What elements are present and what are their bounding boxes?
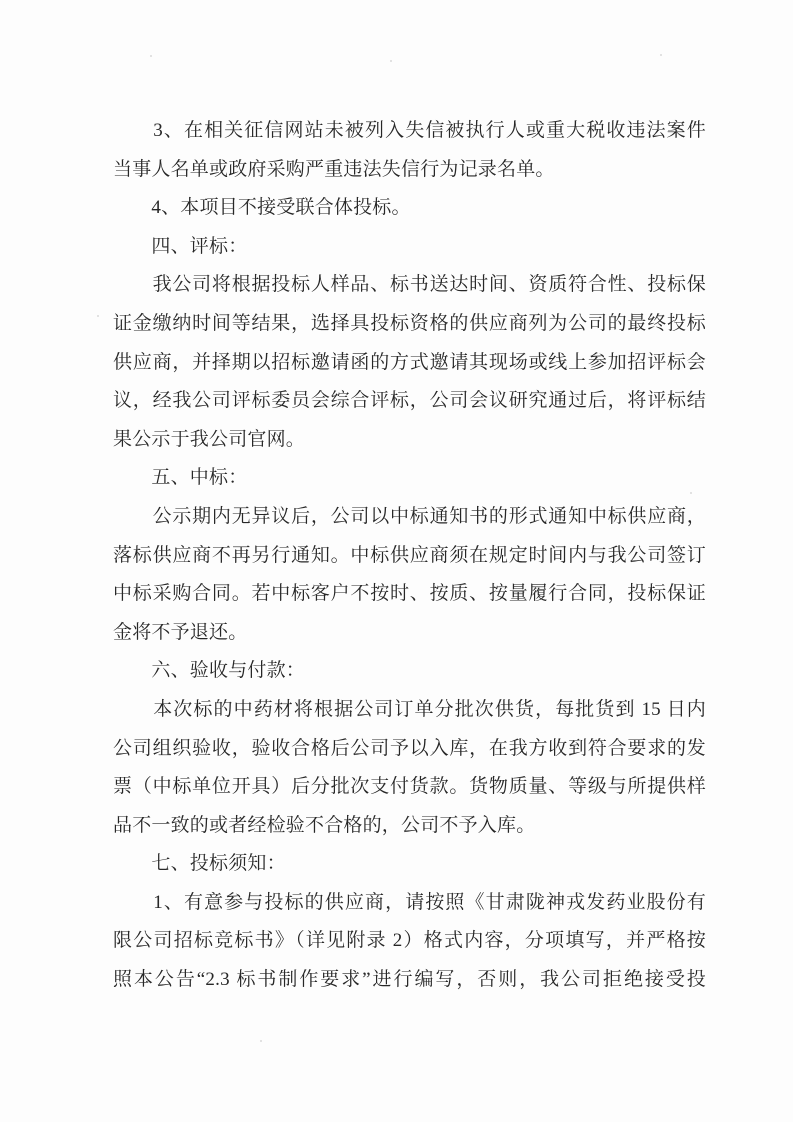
text-line: 证金缴纳时间等结果，选择具投标资格的供应商列为公司的最终投标	[113, 312, 706, 334]
text-line: 我公司将根据投标人样品、标书送达时间、资质符合性、投标保	[113, 274, 706, 296]
text-line: 金将不予退还。	[113, 621, 248, 643]
scan-speck	[390, 60, 392, 62]
text-line: 公示期内无异议后，公司以中标通知书的形式通知中标供应商，	[113, 505, 706, 527]
scan-speck	[97, 315, 99, 317]
text-line: 落标供应商不再另行通知。中标供应商须在规定时间内与我公司签订	[113, 544, 706, 566]
text-line: 限公司招标竞标书》（详见附录 2）格式内容，分项填写，并严格按	[113, 930, 706, 952]
text-line: 照本公告“2.3 标书制作要求”进行编写，否则，我公司拒绝接受投	[113, 969, 706, 991]
text-line: 品不一致的或者经检验不合格的，公司不予入库。	[113, 814, 536, 836]
scan-speck	[260, 1040, 262, 1042]
text-line: 供应商，并择期以招标邀请函的方式邀请其现场或线上参加招评标会	[113, 351, 706, 373]
section-heading: 四、评标：	[113, 235, 248, 257]
text-line: 本次标的中药材将根据公司订单分批次供货，每批货到 15 日内	[113, 698, 706, 720]
text-line: 果公示于我公司官网。	[113, 428, 306, 450]
text-line: 1、有意参与投标的供应商，请按照《甘肃陇神戎发药业股份有	[113, 891, 706, 913]
section-heading: 七、投标须知：	[113, 853, 286, 875]
text-line: 公司组织验收，验收合格后公司予以入库，在我方收到符合要求的发	[113, 737, 706, 759]
text-line: 票（中标单位开具）后分批次支付货款。货物质量、等级与所提供样	[113, 776, 706, 798]
text-line: 中标采购合同。若中标客户不按时、按质、按量履行合同，投标保证	[113, 583, 706, 605]
scan-speck	[150, 55, 152, 57]
text-line: 议，经我公司评标委员会综合评标，公司会议研究通过后，将评标结	[113, 390, 706, 412]
section-heading: 五、中标：	[113, 467, 248, 489]
text-line: 4、本项目不接受联合体投标。	[113, 197, 411, 219]
text-line: 当事人名单或政府采购严重违法失信行为记录名单。	[113, 158, 555, 180]
scan-speck	[660, 54, 662, 56]
text-line: 3、在相关征信网站未被列入失信被执行人或重大税收违法案件	[113, 120, 706, 141]
section-heading: 六、验收与付款：	[113, 660, 306, 682]
document-text-block	[113, 112, 706, 1000]
